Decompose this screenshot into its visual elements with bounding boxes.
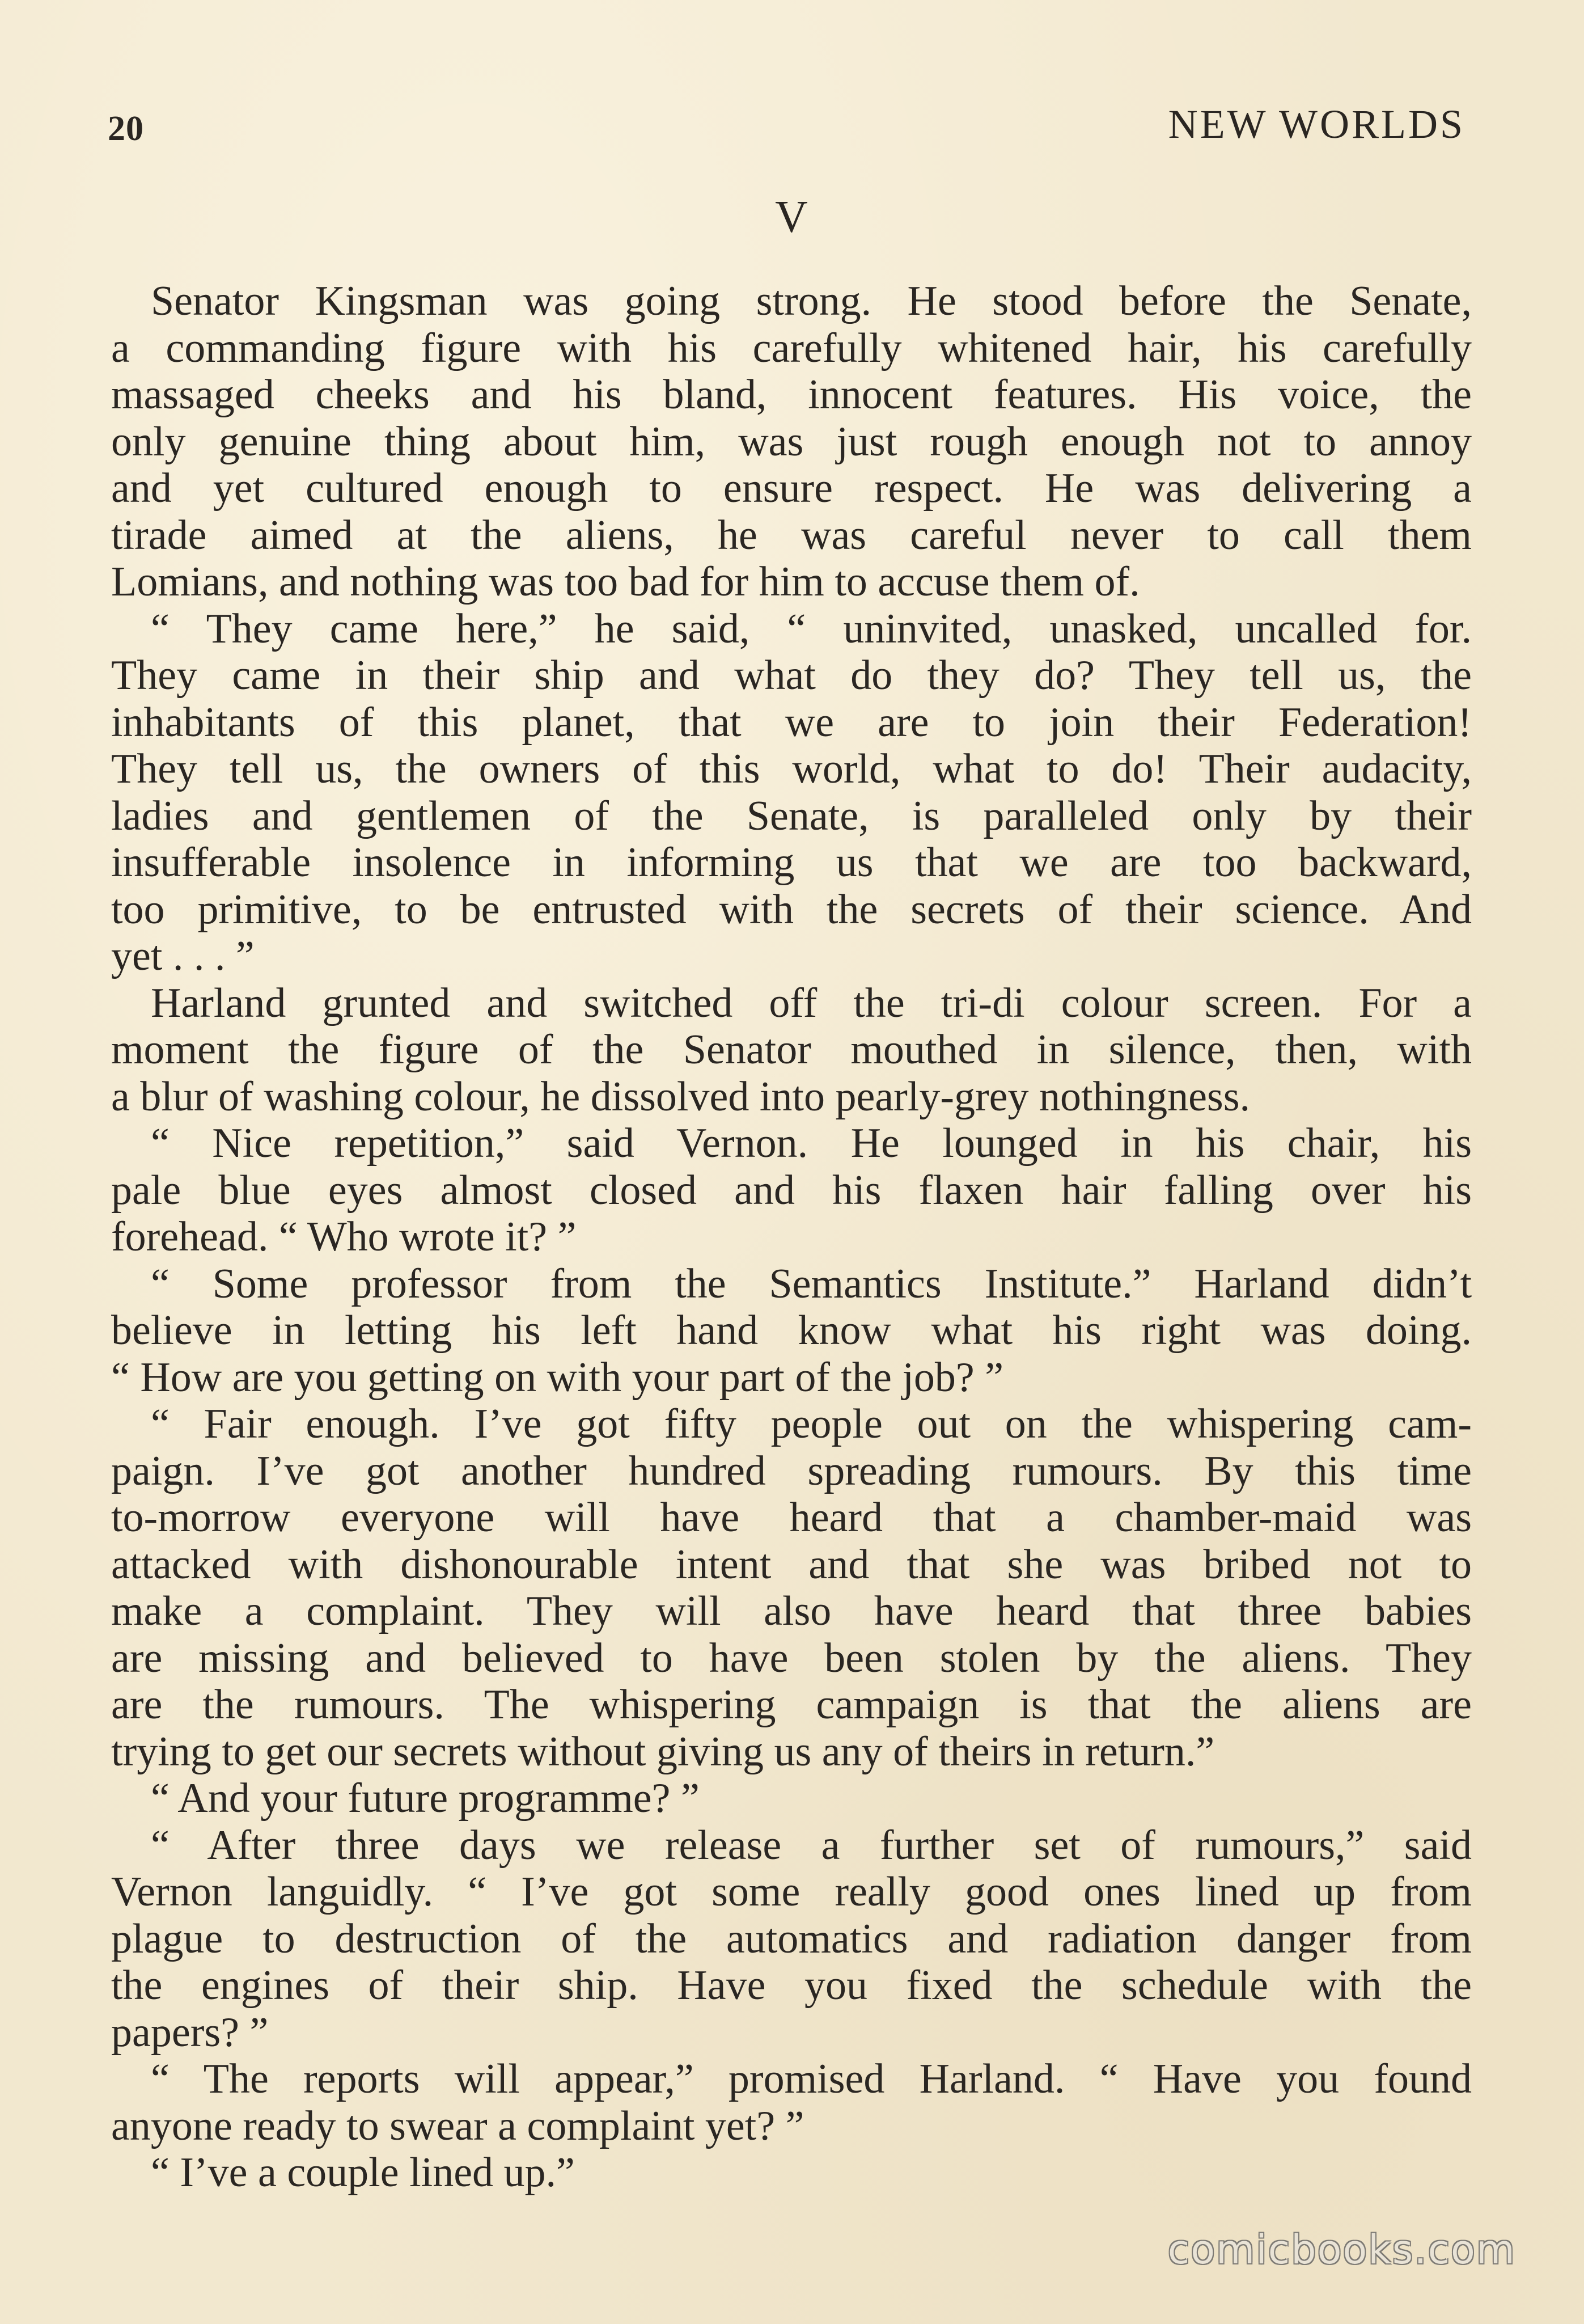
chapter-heading: V	[775, 192, 809, 242]
text-line: They came in their ship and what do they do? They tell us, the	[111, 652, 1472, 699]
text-line: anyone ready to swear a complaint yet? ”	[111, 2102, 804, 2149]
text-line: a commanding figure with his carefully whitened hair, his carefully	[111, 324, 1472, 371]
text-line: “ Nice repetition,” said Vernon. He lounged in his chair, his	[151, 1120, 1472, 1167]
paragraph	[111, 1120, 1472, 1261]
text-line: to-morrow everyone will have heard that a chamber-maid was	[111, 1494, 1472, 1541]
text-line: tirade aimed at the aliens, he was careful never to call them	[111, 512, 1472, 559]
text-line: paign. I’ve got another hundred spreading rumours. By this time	[111, 1447, 1472, 1494]
paragraph	[111, 1822, 1472, 2056]
paragraph	[111, 606, 1472, 980]
paragraph	[111, 2149, 1472, 2196]
text-line: “ How are you getting on with your part of the job? ”	[111, 1354, 1004, 1401]
text-line: massaged cheeks and his bland, innocent features. His voice, the	[111, 371, 1472, 418]
text-line: yet . . . ”	[111, 933, 255, 979]
text-line: forehead. “ Who wrote it? ”	[111, 1214, 577, 1260]
text-line: ladies and gentlemen of the Senate, is paralleled only by their	[111, 792, 1472, 839]
text-line: only genuine thing about him, was just rough enough not to annoy	[111, 418, 1472, 465]
text-line: “ Fair enough. I’ve got fifty people out on the whispering cam-	[151, 1401, 1472, 1447]
paragraph	[111, 1401, 1472, 1775]
text-line: insufferable insolence in informing us that we are too backward,	[111, 839, 1472, 886]
text-line: “ I’ve a couple lined up.”	[151, 2149, 575, 2196]
paragraph	[111, 278, 1472, 606]
text-line: “ They came here,” he said, “ uninvited, unasked, uncalled for.	[151, 605, 1472, 652]
body-text	[111, 278, 1472, 2196]
text-line: “ After three days we release a further set of rumours,” said	[151, 1822, 1472, 1869]
text-line: “ The reports will appear,” promised Harland. “ Have you found	[151, 2056, 1472, 2102]
watermark: comicbooks.com	[1167, 2226, 1516, 2273]
text-line: Senator Kingsman was going strong. He stood before the Senate,	[151, 278, 1472, 324]
running-head: NEW WORLDS	[1168, 102, 1465, 147]
text-line: plague to destruction of the automatics and radiation danger from	[111, 1915, 1472, 1962]
text-line: attacked with dishonourable intent and that she was bribed not to	[111, 1541, 1472, 1588]
paragraph	[111, 1775, 1472, 1822]
text-line: are the rumours. The whispering campaign is that the aliens are	[111, 1681, 1472, 1728]
text-line: inhabitants of this planet, that we are to join their Federation!	[111, 699, 1472, 746]
text-line: Vernon languidly. “ I’ve got some really good ones lined up from	[111, 1869, 1472, 1915]
text-line: make a complaint. They will also have heard that three babies	[111, 1588, 1472, 1634]
text-line: a blur of washing colour, he dissolved into pearly-grey nothingness.	[111, 1073, 1251, 1120]
text-line: and yet cultured enough to ensure respect. He was delivering a	[111, 465, 1472, 512]
page-header	[108, 101, 1465, 152]
text-line: papers? ”	[111, 2009, 269, 2056]
text-line: believe in letting his left hand know what his right was doing.	[111, 1307, 1472, 1354]
text-line: “ Some professor from the Semantics Institute.” Harland didn’t	[151, 1260, 1472, 1307]
text-line: moment the figure of the Senator mouthed in silence, then, with	[111, 1026, 1472, 1073]
paragraph	[111, 2056, 1472, 2149]
paragraph	[111, 1261, 1472, 1401]
text-line: They tell us, the owners of this world, what to do! Their audacity,	[111, 746, 1472, 792]
text-line: “ And your future programme? ”	[151, 1775, 700, 1822]
text-line: too primitive, to be entrusted with the secrets of their science. And	[111, 886, 1472, 933]
text-line: the engines of their ship. Have you fixed the schedule with the	[111, 1962, 1472, 2009]
text-line: trying to get our secrets without giving us any of theirs in return.”	[111, 1728, 1215, 1775]
page-number: 20	[108, 109, 144, 148]
text-line: are missing and believed to have been stolen by the aliens. They	[111, 1634, 1472, 1681]
paragraph	[111, 980, 1472, 1121]
text-line: Lomians, and nothing was too bad for him to accuse them of.	[111, 559, 1140, 605]
text-line: pale blue eyes almost closed and his flaxen hair falling over his	[111, 1167, 1472, 1214]
text-line: Harland grunted and switched off the tri-di colour screen. For a	[151, 979, 1472, 1026]
